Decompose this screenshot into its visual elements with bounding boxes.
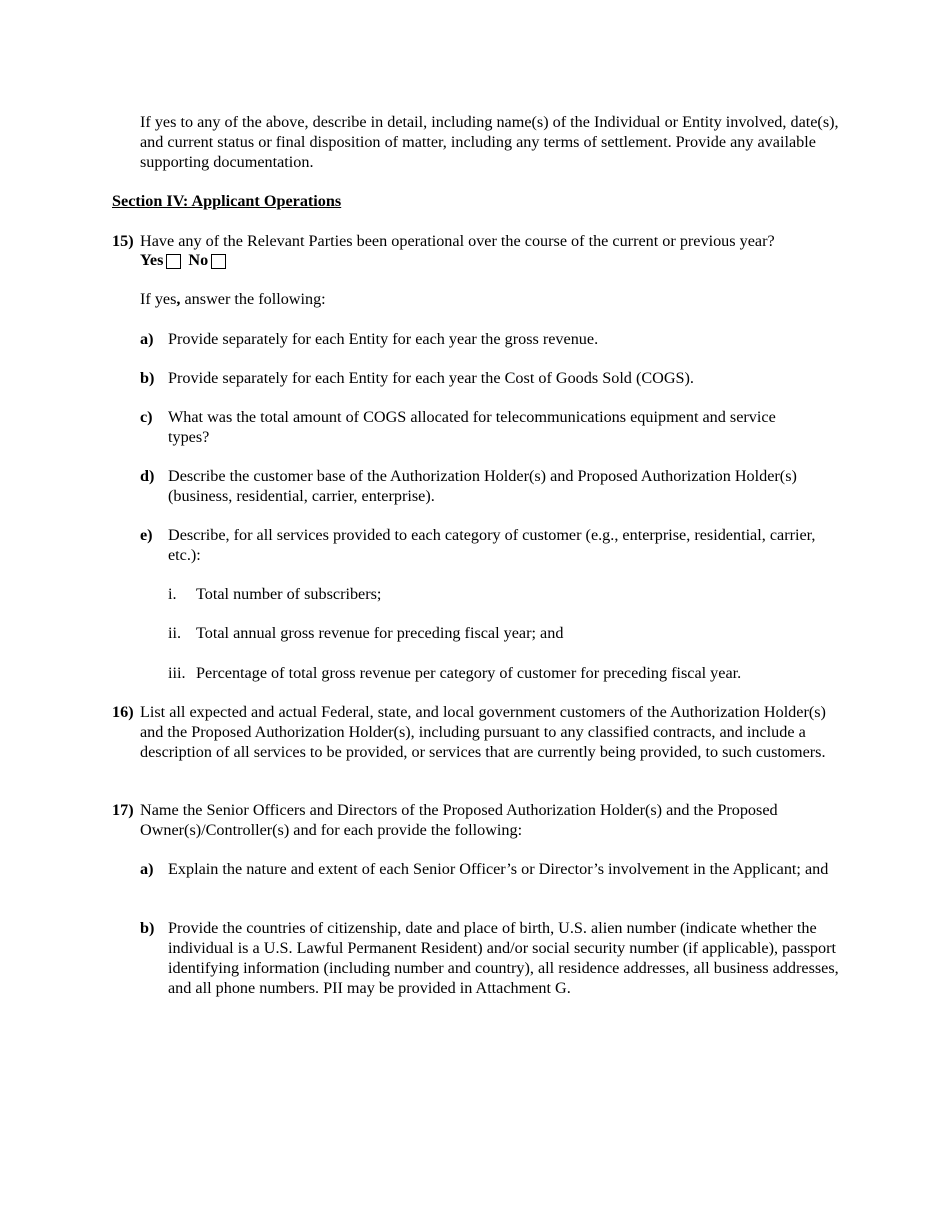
if-yes-suffix: answer the following: <box>180 290 326 308</box>
q15-item-e-text: Describe, for all services provided to each category of customer (e.g., enterprise, residential, carrier, etc.): <box>168 526 816 564</box>
if-yes-prefix: If yes <box>140 290 177 308</box>
question-15-number: 15) <box>112 232 134 250</box>
section-title: Section IV: Applicant Operations <box>112 192 342 210</box>
question-15-text: Have any of the Relevant Parties been operational over the course of the current or previous year? <box>140 232 775 250</box>
q17-item-a-label: a) <box>140 860 154 878</box>
q15-item-c-text: What was the total amount of COGS allocated for telecommunications equipment and service types? <box>168 408 776 446</box>
q15-item-c-label: c) <box>140 408 153 426</box>
q15-item-a-label: a) <box>140 330 154 348</box>
q15-subitem-ii-label: ii. <box>168 624 182 642</box>
yes-label: Yes <box>140 251 164 269</box>
q15-item-e-label: e) <box>140 526 153 544</box>
question-16-number: 16) <box>112 703 134 721</box>
q15-subitem-i-text: Total number of subscribers; <box>196 585 382 603</box>
q15-subitem-iii-text: Percentage of total gross revenue per category of customer for preceding fiscal year. <box>196 664 742 682</box>
question-16-text: List all expected and actual Federal, state, and local government customers of the Authorization Holder(s) and the Proposed Authorization Holder(s), including pursuant to any classified contracts, and include a description of all services to be provided, or services that are currently being provided, to such customers. <box>140 703 826 761</box>
q15-subitem-i-label: i. <box>168 585 177 603</box>
q15-subitem-iii-label: iii. <box>168 664 186 682</box>
no-label: No <box>188 251 209 269</box>
question-17-text: Name the Senior Officers and Directors of the Proposed Authorization Holder(s) and the Proposed Owner(s)/Controller(s) and for each provide the following: <box>140 801 778 839</box>
if-yes-comma: , <box>176 290 181 308</box>
yes-no-row <box>140 250 233 270</box>
q17-item-b-label: b) <box>140 919 155 937</box>
q15-item-d-text: Describe the customer base of the Authorization Holder(s) and Proposed Authorization Holder(s) (business, residential, carrier, enterprise). <box>168 467 797 505</box>
q15-item-b-label: b) <box>140 369 155 387</box>
question-17-number: 17) <box>112 801 134 819</box>
if-yes-line <box>140 289 326 309</box>
no-checkbox[interactable] <box>211 254 226 269</box>
q15-item-a-text: Provide separately for each Entity for each year the gross revenue. <box>168 330 599 348</box>
q17-item-b-text: Provide the countries of citizenship, date and place of birth, U.S. alien number (indicate whether the individual is a U.S. Lawful Permanent Resident) and/or social security number (if applicable), passport identifying information (including number and country), all residence addresses, all business addresses, and all phone numbers. PII may be provided in Attachment G. <box>168 919 839 997</box>
q17-item-a-text: Explain the nature and extent of each Senior Officer’s or Director’s involvement in the Applicant; and <box>168 860 829 878</box>
q15-item-d-label: d) <box>140 467 155 485</box>
q15-item-b-text: Provide separately for each Entity for each year the Cost of Goods Sold (COGS). <box>168 369 694 387</box>
q15-subitem-ii-text: Total annual gross revenue for preceding fiscal year; and <box>196 624 564 642</box>
yes-checkbox[interactable] <box>166 254 181 269</box>
intro-paragraph: If yes to any of the above, describe in detail, including name(s) of the Individual or Entity involved, date(s), and current status or final disposition of matter, including any terms of settlement. Provide any available supporting documentation. <box>140 113 839 171</box>
